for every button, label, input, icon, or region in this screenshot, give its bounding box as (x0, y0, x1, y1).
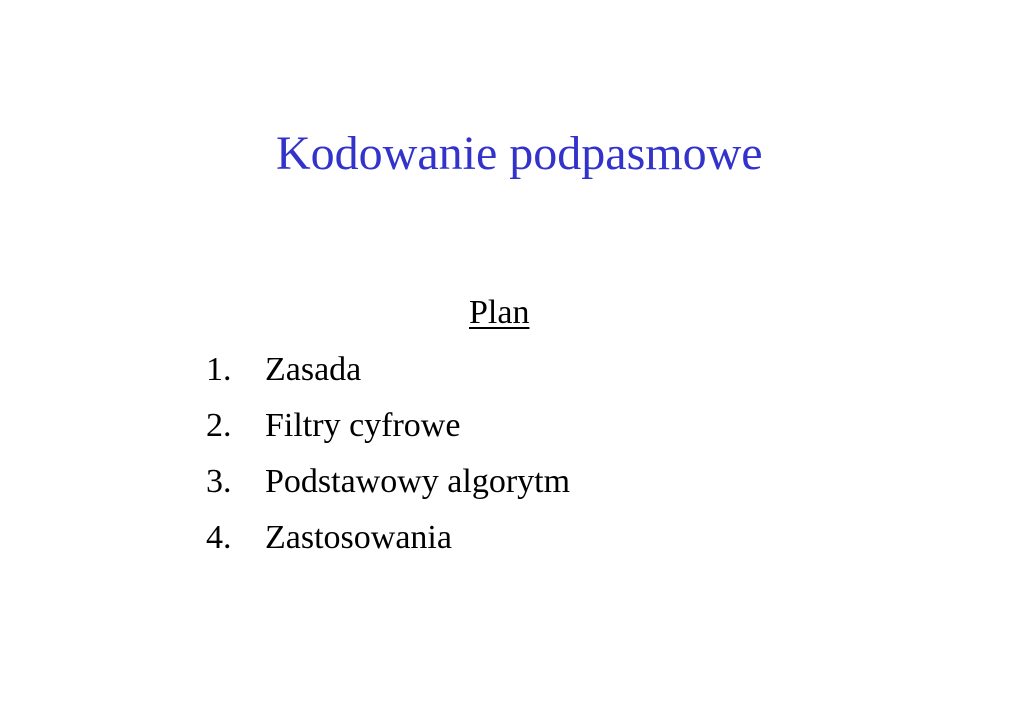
agenda-item-number: 2. (206, 407, 232, 444)
agenda-item-text: Filtry cyfrowe (265, 407, 461, 444)
agenda-item-number: 3. (206, 463, 232, 500)
agenda-item-text: Zasada (265, 351, 362, 388)
agenda-list (206, 348, 570, 572)
agenda-item (206, 404, 570, 460)
agenda-item (206, 516, 570, 572)
agenda-item-text: Zastosowania (265, 519, 452, 556)
agenda-item-number: 4. (206, 519, 232, 556)
slide-subtitle: Plan (469, 294, 530, 331)
slide-title: Kodowanie podpasmowe (276, 127, 763, 180)
agenda-item (206, 460, 570, 516)
agenda-item (206, 348, 570, 404)
agenda-item-text: Podstawowy algorytm (265, 463, 571, 500)
agenda-item-number: 1. (206, 351, 232, 388)
